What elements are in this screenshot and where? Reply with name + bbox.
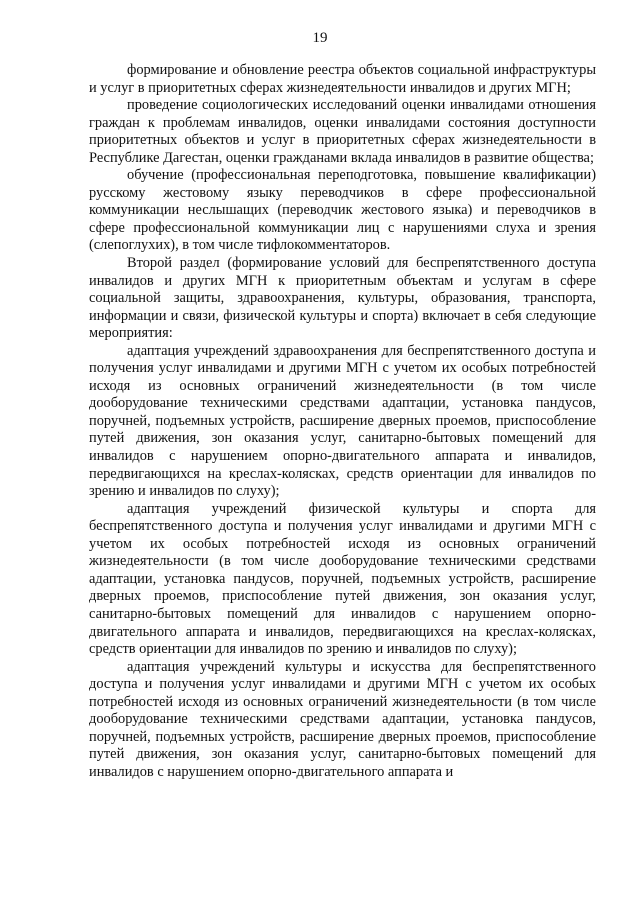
body-text: [89, 62, 596, 781]
page-number: 19: [312, 30, 328, 46]
paragraph-culture-adaptation: адаптация учреждений культуры и искусства для беспрепятственного доступа и получения услуг инвалидами и другими МГН с учетом их особых потребностей исходя из основных ограничений жизнедеятельности (в том числе дооборудование техническими средствами адаптации, установка пандусов, поручней, подъемных устройств, расширение дверных проемов, приспособление путей движения, зон оказания услуг, санитарно-бытовых помещений для инвалидов с нарушением опорно-двигательного аппарата и: [89, 658, 596, 780]
paragraph-sociological-research: проведение социологических исследований оценки инвалидами отношения граждан к проблемам инвалидов, оценки инвалидами состояния доступности приоритетных объектов и услуг в приоритетных сферах жизнедеятельности в Республике Дагестан, оценки гражданами вклада инвалидов в развитие общества;: [89, 97, 596, 166]
paragraph-second-section: Второй раздел (формирование условий для беспрепятственного доступа инвалидов и других МГН к приоритетным объектам и услугам в сфере социальной защиты, здравоохранения, культуры, образования, транспорта, информации и связи, физической культуры и спорта) включает в себя следующие мероприятия:: [89, 255, 596, 342]
paragraph-healthcare-adaptation: адаптация учреждений здравоохранения для беспрепятственного доступа и получения услуг инвалидами и другими МГН с учетом их особых потребностей исходя из основных ограничений жизнедеятельности (в том числе дооборудование техническими средствами адаптации, установка пандусов, поручней, подъемных устройств, расширение дверных проемов, приспособление путей движения, зон оказания услуг, санитарно-бытовых помещений для инвалидов с нарушением опорно-двигательного аппарата и инвалидов, передвигающихся на креслах-колясках, средств ориентации для инвалидов по зрению и инвалидов по слуху);: [89, 342, 596, 500]
paragraph-sports-adaptation: адаптация учреждений физической культуры и спорта для беспрепятственного доступа и получения услуг инвалидами и другими МГН с учетом их особых потребностей исходя из основных ограничений жизнедеятельности (в том числе дооборудование техническими средствами адаптации, установка пандусов, поручней, подъемных устройств, расширение дверных проемов, приспособление путей движения, зон оказания услуг, санитарно-бытовых помещений для инвалидов с нарушением опорно-двигательного аппарата и инвалидов, передвигающихся на креслах-колясках, средств ориентации для инвалидов по зрению и инвалидов по слуху);: [89, 500, 596, 658]
paragraph-sign-language-training: обучение (профессиональная переподготовка, повышение квалификации) русскому жестовому языку переводчиков в сфере профессиональной коммуникации неслышащих (переводчик жестового языка) и переводчиков в сфере профессиональной коммуникации лиц с нарушениями слуха и зрения (слепоглухих), в том числе тифлокомментаторов.: [89, 167, 596, 254]
paragraph-registry: формирование и обновление реестра объектов социальной инфраструктуры и услуг в приоритетных сферах жизнедеятельности инвалидов и других МГН;: [89, 62, 596, 96]
